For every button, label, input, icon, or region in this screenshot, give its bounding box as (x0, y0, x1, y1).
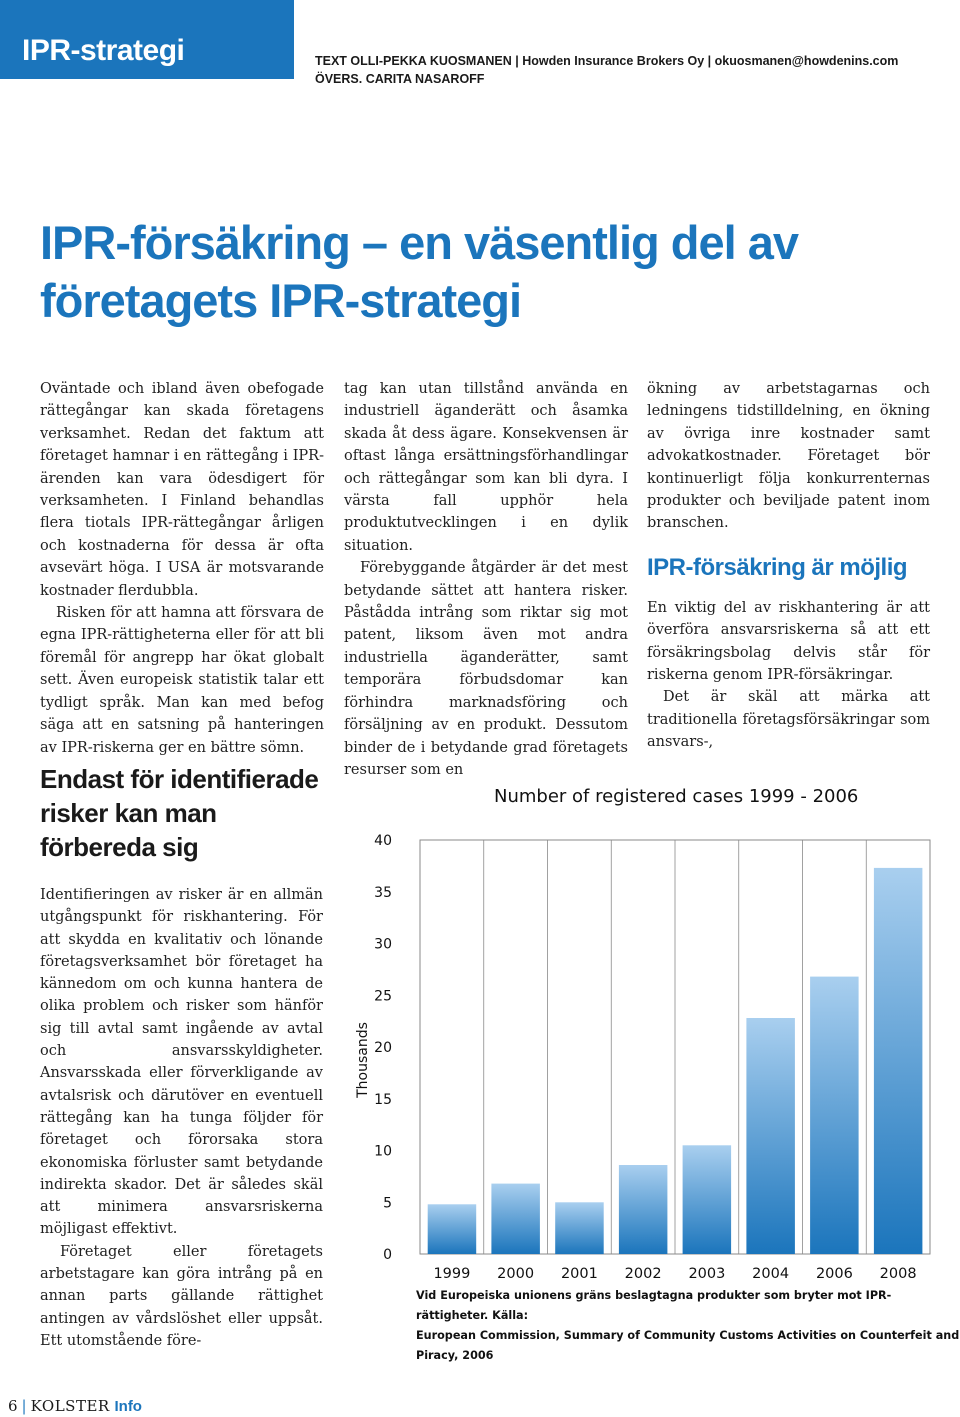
paragraph: Förebyggande åtgärder är det mest betydande sättet att hantera risker. Påstådda intrång som riktar sig mot patent, liksom även mot andra industriella äganderätter, samt temporära förbudsdomar kan förhindra marknadsföring och försäljning av en produkt. Dessutom binder de i betydande grad företagets resurser som en (344, 560, 628, 778)
article-title: IPR-försäkring – en väsentlig del av företagets IPR-strategi (40, 216, 799, 327)
y-tick-label: 35 (374, 884, 392, 901)
section-tab (0, 0, 294, 79)
paragraph: En viktig del av riskhantering är att överföra ansvarsriskerna så att ett försäkringsbolag delvis står för riskerna genom IPR-försäkringar. (647, 599, 930, 684)
caption-line-2: European Commission, Summary of Community Customs Activities on Counterfeit and Piracy, 2006 (416, 1329, 960, 1362)
y-tick-label: 25 (374, 988, 392, 1005)
x-tick-label: 2008 (879, 1266, 917, 1282)
brand-info: Info (114, 1398, 142, 1415)
bar-2001 (555, 1202, 604, 1254)
y-tick-label: 20 (374, 1040, 392, 1056)
caption-line-1: Vid Europeiska unionens gräns beslagtagna produkter som bryter mot IPR-rättigheter. Källa: (416, 1289, 892, 1322)
paragraph: Det är skäl att märka att traditionella företagsförsäkringar som ansvars-, (647, 689, 930, 751)
paragraph: Oväntade och ibland även obefogade rättegångar kan skada företagens verksamhet. Redan det faktum att företaget hamnar i en rättegång i IPR-ärenden kan vara ödesdigert för verksamheten. I Finland behandlas flera tiotals IPR-rättegångar årligen och kostnaderna för dessa är ofta avsevärt höga. I USA är motsvarande kostnader flerdubbla. (40, 381, 324, 599)
article-column-2 (344, 378, 628, 781)
subheading-identified-risks: Endast för identifierade risker kan man förbereda sig (40, 764, 319, 862)
y-tick-label: 10 (374, 1143, 392, 1160)
byline (315, 52, 898, 88)
bar-2000 (491, 1184, 540, 1254)
x-tick-label: 2000 (497, 1266, 535, 1282)
bar-1999 (428, 1204, 477, 1254)
y-tick-label: 30 (374, 936, 392, 953)
page-number: 6 (8, 1397, 18, 1415)
x-tick-label: 2004 (752, 1266, 790, 1282)
paragraph: ökning av arbetstagarnas och ledningens tidstilldelning, en ökning av övriga inre kostnader samt advokatkostnader. Företaget bör kontinuerligt följa konkurrenternas produkter och beviljade patent inom branschen. (647, 381, 930, 532)
bar-2006 (810, 977, 859, 1254)
x-tick-label: 2001 (560, 1266, 598, 1282)
y-axis-label: Thousands (355, 1022, 371, 1098)
article-column-3 (647, 378, 930, 754)
chart-title: Number of registered cases 1999 - 2006 (494, 786, 859, 807)
x-tick-label: 2002 (624, 1266, 662, 1282)
y-tick-label: 15 (374, 1091, 392, 1108)
byline-translator: ÖVERS. CARITA NASAROFF (315, 72, 485, 86)
bar-2002 (619, 1165, 668, 1254)
article-column-1 (40, 378, 324, 759)
article-column-4 (40, 884, 323, 1352)
bar-2008 (874, 868, 923, 1254)
paragraph: Identifieringen av risker är en allmän utgångspunkt för riskhantering. För att skydda en kvalitativ och lönande företagsverksamhet bör företaget ha kännedom om och kunna hantera de olika problem och risker som hänför sig till avtal samt ingående av avtal och ansvarsskyldigheter. Ansvarsskada eller förverkligande av avtalsrisk och därutöver en eventuell rättegång kan ha tunga följder för företaget och förorsaka stora ekonomiska förluster samt betydande indirekta skador. Det är således skäl att minimera ansvarsriskerna möjligast effektivt. (40, 887, 323, 1238)
bar-chart (340, 820, 960, 1300)
paragraph: Företaget eller företagets arbetstagare kan göra intrång på en annan parts gällande rättighet antingen av vårdslöshet eller uppsåt. Ett utomstående före- (40, 1243, 323, 1349)
x-tick-label: 2003 (688, 1266, 726, 1282)
chart-caption (416, 1286, 960, 1366)
subheading-ipr-insurance: IPR-försäkring är möjlig (647, 553, 908, 581)
bar-2004 (746, 1018, 795, 1254)
divider: | (21, 1397, 27, 1415)
x-tick-label: 2006 (815, 1266, 853, 1282)
y-tick-label: 5 (383, 1195, 392, 1212)
paragraph: Risken för att hamna att försvara de egna IPR-rättigheterna eller för att bli föremål för angrepp har ökat globalt sett. Även europeisk statistik talar ett tydligt språk. Man kan med befog säga att en satsning på hanteringen av IPR-riskerna ger en bättre sömn. (40, 605, 324, 756)
section-label: IPR-strategi (22, 34, 185, 67)
paragraph: tag kan utan tillstånd använda en industriell äganderätt och åsamka skada åt dess ägare. Konsekvensen är oftast långa ersättningsförhandlingar och rättegångar som kan bli dyra. I värsta fall upphör hela produktutvecklingen i en dylik situation. (344, 381, 628, 554)
y-tick-label: 0 (383, 1247, 392, 1263)
page-footer (8, 1397, 142, 1415)
byline-author: TEXT OLLI-PEKKA KUOSMANEN | Howden Insurance Brokers Oy | okuosmanen@howdenins.com (315, 54, 899, 68)
bar-2003 (683, 1145, 732, 1254)
brand-name: KOLSTER (30, 1397, 110, 1415)
y-tick-label: 40 (374, 833, 392, 849)
x-tick-label: 1999 (433, 1266, 471, 1282)
